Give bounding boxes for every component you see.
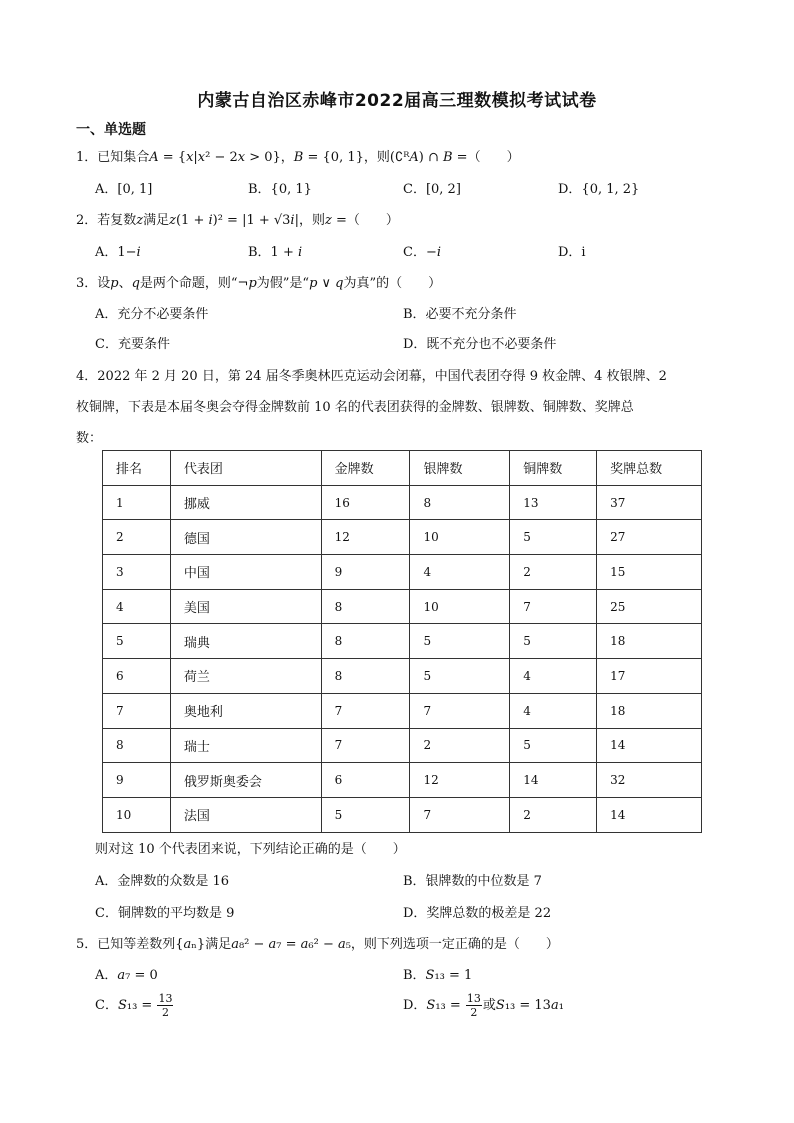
q4-option-c[interactable]: C．铜牌数的平均数是 9 <box>95 906 235 921</box>
cell-total: 18 <box>597 693 702 728</box>
cell-total: 37 <box>597 485 702 520</box>
cell-team: 法国 <box>170 797 321 832</box>
q1-option-c[interactable]: C．[0, 2] <box>403 182 461 197</box>
cell-bronze: 2 <box>510 797 597 832</box>
cell-silver: 5 <box>410 659 510 694</box>
cell-silver: 4 <box>410 555 510 590</box>
question-4-stem-line-3: 数： <box>76 431 103 446</box>
table-row <box>103 485 702 520</box>
cell-bronze: 14 <box>510 763 597 798</box>
q5-option-c-label: C．𝑆₁₃ = <box>95 998 153 1013</box>
cell-gold: 8 <box>321 624 410 659</box>
cell-rank: 3 <box>103 555 171 590</box>
cell-team: 中国 <box>170 555 321 590</box>
cell-bronze: 13 <box>510 485 597 520</box>
table-row <box>103 520 702 555</box>
question-5-stem: 5．已知等差数列{𝑎ₙ}满足𝑎₈² − 𝑎₇ = 𝑎₆² − 𝑎₅，则下列选项一定正确的是（ ） <box>76 937 559 952</box>
cell-total: 14 <box>597 728 702 763</box>
header-bronze: 铜牌数 <box>510 451 597 486</box>
cell-gold: 16 <box>321 485 410 520</box>
cell-gold: 9 <box>321 555 410 590</box>
section-heading: 一、单选题 <box>76 122 146 138</box>
cell-team: 奥地利 <box>170 693 321 728</box>
cell-rank: 8 <box>103 728 171 763</box>
cell-bronze: 5 <box>510 728 597 763</box>
table-row <box>103 693 702 728</box>
table-row <box>103 555 702 590</box>
q4-option-b[interactable]: B．银牌数的中位数是 7 <box>403 874 542 889</box>
cell-total: 14 <box>597 797 702 832</box>
cell-total: 18 <box>597 624 702 659</box>
cell-team: 瑞士 <box>170 728 321 763</box>
question-3-stem: 3．设𝑝、𝑞是两个命题，则“¬𝑝为假”是“𝑝 ∨ 𝑞为真”的（ ） <box>76 276 442 291</box>
question-4-stem-line-1: 4．2022 年 2 月 20 日，第 24 届冬季奥林匹克运动会闭幕，中国代表团夺得 9 枚金牌、4 枚银牌、2 <box>76 369 667 384</box>
q3-option-c[interactable]: C．充要条件 <box>95 337 170 352</box>
cell-rank: 7 <box>103 693 171 728</box>
cell-bronze: 7 <box>510 589 597 624</box>
cell-rank: 6 <box>103 659 171 694</box>
cell-gold: 8 <box>321 659 410 694</box>
question-4-followup: 则对这 10 个代表团来说，下列结论正确的是（ ） <box>95 842 406 857</box>
table-row <box>103 728 702 763</box>
table-row <box>103 589 702 624</box>
cell-bronze: 4 <box>510 659 597 694</box>
header-team: 代表团 <box>170 451 321 486</box>
cell-rank: 5 <box>103 624 171 659</box>
table-row <box>103 624 702 659</box>
q3-option-a[interactable]: A．充分不必要条件 <box>95 307 209 322</box>
q5-option-a[interactable]: A．𝑎₇ = 0 <box>95 968 158 983</box>
question-1-math: 𝐴 = {𝑥|𝑥² − 2𝑥 > 0}，𝐵 = {0, 1}，则(∁ᴿ𝐴) ∩ 𝐵 =（ ） <box>149 150 520 165</box>
cell-rank: 2 <box>103 520 171 555</box>
cell-rank: 1 <box>103 485 171 520</box>
cell-gold: 8 <box>321 589 410 624</box>
cell-total: 32 <box>597 763 702 798</box>
cell-silver: 10 <box>410 589 510 624</box>
cell-gold: 7 <box>321 728 410 763</box>
question-1-stem <box>76 146 520 165</box>
cell-team: 挪威 <box>170 485 321 520</box>
fraction-13-over-2: $\frac{13}{2}$ <box>466 992 481 1019</box>
cell-silver: 7 <box>410 797 510 832</box>
q2-option-a[interactable]: A．1−𝑖 <box>95 245 141 260</box>
table-header-row <box>103 451 702 486</box>
cell-total: 15 <box>597 555 702 590</box>
medal-table <box>102 450 702 833</box>
cell-gold: 7 <box>321 693 410 728</box>
q4-option-a[interactable]: A．金牌数的众数是 16 <box>95 874 230 889</box>
q1-option-b[interactable]: B．{0, 1} <box>248 182 312 197</box>
q2-option-d[interactable]: D．i <box>558 245 586 260</box>
q4-option-d[interactable]: D．奖牌总数的极差是 22 <box>403 906 552 921</box>
page-title: 内蒙古自治区赤峰市2022届高三理数模拟考试试卷 <box>197 91 597 111</box>
q5-option-d-tail: 或𝑆₁₃ = 13𝑎₁ <box>482 998 564 1013</box>
header-total: 奖牌总数 <box>597 451 702 486</box>
cell-gold: 6 <box>321 763 410 798</box>
cell-rank: 10 <box>103 797 171 832</box>
cell-total: 17 <box>597 659 702 694</box>
cell-silver: 8 <box>410 485 510 520</box>
cell-silver: 7 <box>410 693 510 728</box>
q1-option-a[interactable]: A．[0, 1] <box>95 182 153 197</box>
question-1-prefix: 1．已知集合 <box>76 150 150 165</box>
header-gold: 金牌数 <box>321 451 410 486</box>
cell-gold: 12 <box>321 520 410 555</box>
cell-team: 俄罗斯奥委会 <box>170 763 321 798</box>
q2-option-c[interactable]: C．−𝑖 <box>403 245 441 260</box>
question-2-stem: 2．若复数𝑧满足𝑧(1 + 𝑖)² = |1 + √3𝑖|，则𝑧 =（ ） <box>76 213 399 228</box>
q5-option-b[interactable]: B．𝑆₁₃ = 1 <box>403 968 473 983</box>
cell-team: 荷兰 <box>170 659 321 694</box>
table-row <box>103 659 702 694</box>
cell-silver: 5 <box>410 624 510 659</box>
cell-team: 美国 <box>170 589 321 624</box>
q5-option-d-label: D．𝑆₁₃ = <box>403 998 461 1013</box>
header-silver: 银牌数 <box>410 451 510 486</box>
q5-option-d[interactable] <box>403 992 564 1019</box>
q1-option-d[interactable]: D．{0, 1, 2} <box>558 182 640 197</box>
cell-bronze: 5 <box>510 520 597 555</box>
cell-rank: 4 <box>103 589 171 624</box>
cell-team: 德国 <box>170 520 321 555</box>
cell-silver: 2 <box>410 728 510 763</box>
cell-rank: 9 <box>103 763 171 798</box>
cell-bronze: 2 <box>510 555 597 590</box>
cell-total: 27 <box>597 520 702 555</box>
cell-bronze: 4 <box>510 693 597 728</box>
table-row <box>103 797 702 832</box>
q3-option-b[interactable]: B．必要不充分条件 <box>403 307 517 322</box>
fraction-13-over-2: $\frac{13}{2}$ <box>158 992 173 1019</box>
table-row <box>103 763 702 798</box>
question-4-stem-line-2: 枚铜牌，下表是本届冬奥会夺得金牌数前 10 名的代表团获得的金牌数、银牌数、铜牌数、奖牌总 <box>76 400 634 415</box>
cell-bronze: 5 <box>510 624 597 659</box>
cell-silver: 10 <box>410 520 510 555</box>
cell-total: 25 <box>597 589 702 624</box>
q2-option-b[interactable]: B．1 + 𝑖 <box>248 245 303 260</box>
cell-team: 瑞典 <box>170 624 321 659</box>
header-rank: 排名 <box>103 451 171 486</box>
q5-option-c[interactable] <box>95 992 174 1019</box>
cell-silver: 12 <box>410 763 510 798</box>
q3-option-d[interactable]: D．既不充分也不必要条件 <box>403 337 557 352</box>
cell-gold: 5 <box>321 797 410 832</box>
